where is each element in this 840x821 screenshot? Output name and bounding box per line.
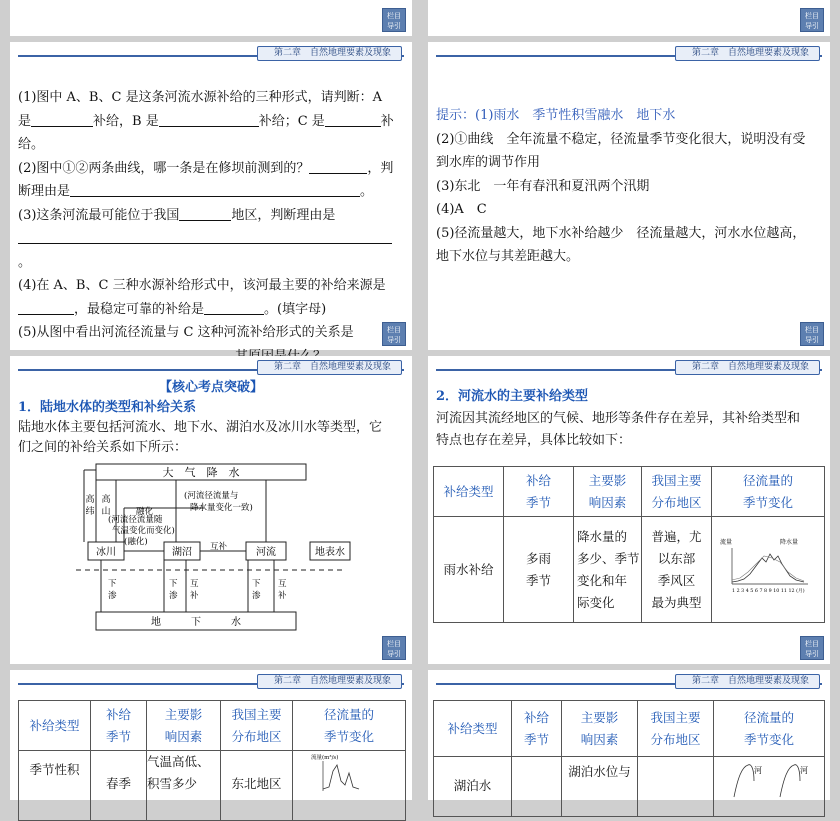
answer-blank[interactable] [159,112,259,127]
hint-text: 提示：(1)雨水 季节性积雪融水 地下水 (2)①曲线 全年流量不稳定，径流量季节变化很大，说明没有受 到水库的调节作用 (3)东北 一年有春汛和夏汛两个汛期 (4)A C (5)径流量越大，地下水补给越少 径流量越大，河水水位越高， 地下水位与其差距越大。 [436,108,806,264]
answer-blank[interactable] [18,300,74,315]
answer-blank[interactable] [31,112,93,127]
svg-text:(河流径流量随: (河流径流量随 [108,515,163,525]
answer-blank[interactable] [204,300,264,315]
chapter-tag: 第二章 自然地理要素及现象 [257,46,402,61]
slide-header [428,360,830,376]
slide-previous-left [10,0,412,36]
chapter-tag: 第二章 自然地理要素及现象 [257,360,402,375]
svg-text:高: 高 [85,495,95,505]
chapter-tag: 第二章 自然地理要素及现象 [675,674,820,689]
nav-guide-button[interactable]: 栏目 导引 [800,322,824,346]
nav-guide-button[interactable]: 栏目 导引 [382,322,406,346]
svg-text:高: 高 [101,495,111,505]
svg-text:河: 河 [754,766,762,775]
section-title: 【核心考点突破】 [158,380,263,395]
diagram-atmospheric-precipitation: 大 气 降 水 [162,466,240,479]
slide-header [10,674,412,690]
table-row: 雨水补给 多雨 季节 降水量的 多少、季节 变化和年 际变化 普遍，尤 以东部 季风区 最为典型 流量 降水量 1 2 3 4 5 6 7 8 9 10 11 12 (月) [434,517,825,623]
slide-header [428,674,830,690]
svg-text:河: 河 [800,766,808,775]
svg-text:降水量变化一致): 降水量变化一致) [190,503,253,513]
svg-text:流量(m³/s): 流量(m³/s) [311,755,339,761]
svg-text:渗: 渗 [108,591,117,601]
chapter-tag: 第二章 自然地理要素及现象 [675,360,820,375]
svg-text:下: 下 [169,579,178,589]
svg-text:1 2 3 4 5 6 7 8 9 10 11 12 (月): 1 2 3 4 5 6 7 8 9 10 11 12 (月) [732,589,805,594]
slide-core-points: 第二章 自然地理要素及现象 【核心考点突破】 1．陆地水体的类型和补给关系 陆地水体主要包括河流水、地下水、湖泊水及冰川水等类型，它 们之间的补给关系如下所示： 大 气 降 水 高 纬 高 山 融化 (河流径流量与 降水量变化一致) (河流径流量随 气温变化而变化) (融化) 冰川 湖沼 河流 地表水 互补 下 渗 下 渗 互 补 下 渗 互 补 地 下 水 栏目 导引 [10,356,412,664]
svg-text:(融化): (融化) [124,537,148,547]
slide-river-supply: 第二章 自然地理要素及现象 2．河流水的主要补给类型 河流因其流经地区的气候、地形等条件存在差异，其补给类型和 特点也存在差异，具体比较如下： 补给类型 补给 季节 主要影 响因素 我国主要 分布地区 径流量的 季节变化 雨水补给 多雨 季节 降水量的 多少、季节 变化和年 际变化 普遍，尤 以东部 季风区 最为典型 流量 降水量 1 2 3 4 5 6 7 8 9 10 11 12 (月) 栏目 导引 [428,356,830,664]
diagram-surface-water: 地表水 [315,547,345,558]
lake-river-sketch [724,757,814,797]
svg-text:融化: 融化 [136,507,154,517]
subsection-title: 2．河流水的主要补给类型 [436,389,589,404]
answer-blank[interactable] [325,112,381,127]
answer-blank[interactable] [70,182,360,197]
slide-previous-right [428,0,830,36]
answer-blank[interactable] [18,229,392,244]
diagram-glacier: 冰川 [96,547,116,558]
diagram-groundwater: 地 下 水 [151,617,241,628]
nav-guide-button[interactable]: 栏目 导引 [800,8,824,32]
svg-text:互: 互 [278,579,287,589]
svg-text:降水量: 降水量 [780,539,799,546]
answer-blank[interactable] [179,206,231,221]
svg-text:流量: 流量 [720,539,733,546]
question-text: (1)图中 A、B、C 是这条河流水源补给的三种形式，请判断：A 是 补给，B 是 补给；C 是 补给。 (2)图中①②两条曲线，哪一条是在修坝前测到的？ ，判 断理由是 。 (3)这条河流最可能位于我国 地区，判断理由是 。 (4)在 A、B、C 三种水源补给形式中，该河最主要的补给来源是 ，最稳定可靠的补给是 。(填字母) (5)从图中看出河流径流量与 C 这种河流补给形式的关系是 [18,86,404,368]
nav-guide-button[interactable]: 栏目 导引 [382,636,406,660]
svg-text:互补: 互补 [210,542,228,552]
slide-lake-supply [428,670,830,800]
diagram-lake: 湖沼 [172,547,192,558]
chapter-tag: 第二章 自然地理要素及现象 [675,46,820,61]
svg-text:渗: 渗 [169,591,178,601]
svg-text:气温变化而变化): 气温变化而变化) [112,526,175,536]
table-row: 湖泊水 湖泊水位与 河 河 [434,757,825,817]
nav-guide-button[interactable]: 栏目 导引 [382,8,406,32]
answer-blank[interactable] [309,159,367,174]
svg-text:下: 下 [252,579,261,589]
diagram-river: 河流 [256,547,276,558]
water-supply-diagram [76,462,376,632]
svg-text:补: 补 [190,591,199,601]
chapter-tag: 第二章 自然地理要素及现象 [257,674,402,689]
snow-runoff-minichart [309,751,389,791]
svg-text:下: 下 [108,579,117,589]
slide-questions [10,42,412,350]
supply-table: 补给类型 补给 季节 主要影 响因素 我国主要 分布地区 径流量的 季节变化 湖泊水 湖泊水位与 河 河 [433,700,825,817]
svg-text:渗: 渗 [252,591,261,601]
slide-snow-supply [10,670,412,800]
svg-text:补: 补 [278,591,287,601]
slide-header [10,46,412,62]
table-row: 季节性积 春季 气温高低、 积雪多少 东北地区 流量(m³/s) [19,751,406,821]
nav-guide-button[interactable]: 栏目 导引 [800,636,824,660]
rain-runoff-minichart [718,536,818,596]
slide-hints [428,42,830,350]
subsection-title: 1．陆地水体的类型和补给关系 [18,400,197,415]
svg-text:互: 互 [190,579,199,589]
supply-table: 补给类型 补给 季节 主要影 响因素 我国主要 分布地区 径流量的 季节变化 季节性积 春季 气温高低、 积雪多少 东北地区 流量(m³/s) [18,700,406,821]
slide-header [428,46,830,62]
slide-header [10,360,412,376]
svg-text:山: 山 [101,507,111,517]
svg-text:(河流径流量与: (河流径流量与 [184,491,239,501]
svg-text:纬: 纬 [85,507,95,517]
supply-table: 补给类型 补给 季节 主要影 响因素 我国主要 分布地区 径流量的 季节变化 雨水补给 多雨 季节 降水量的 多少、季节 变化和年 际变化 普遍，尤 以东部 季风区 最为典型 流量 降水量 1 2 3 4 5 6 7 8 9 10 11 12 (月) [433,466,825,623]
